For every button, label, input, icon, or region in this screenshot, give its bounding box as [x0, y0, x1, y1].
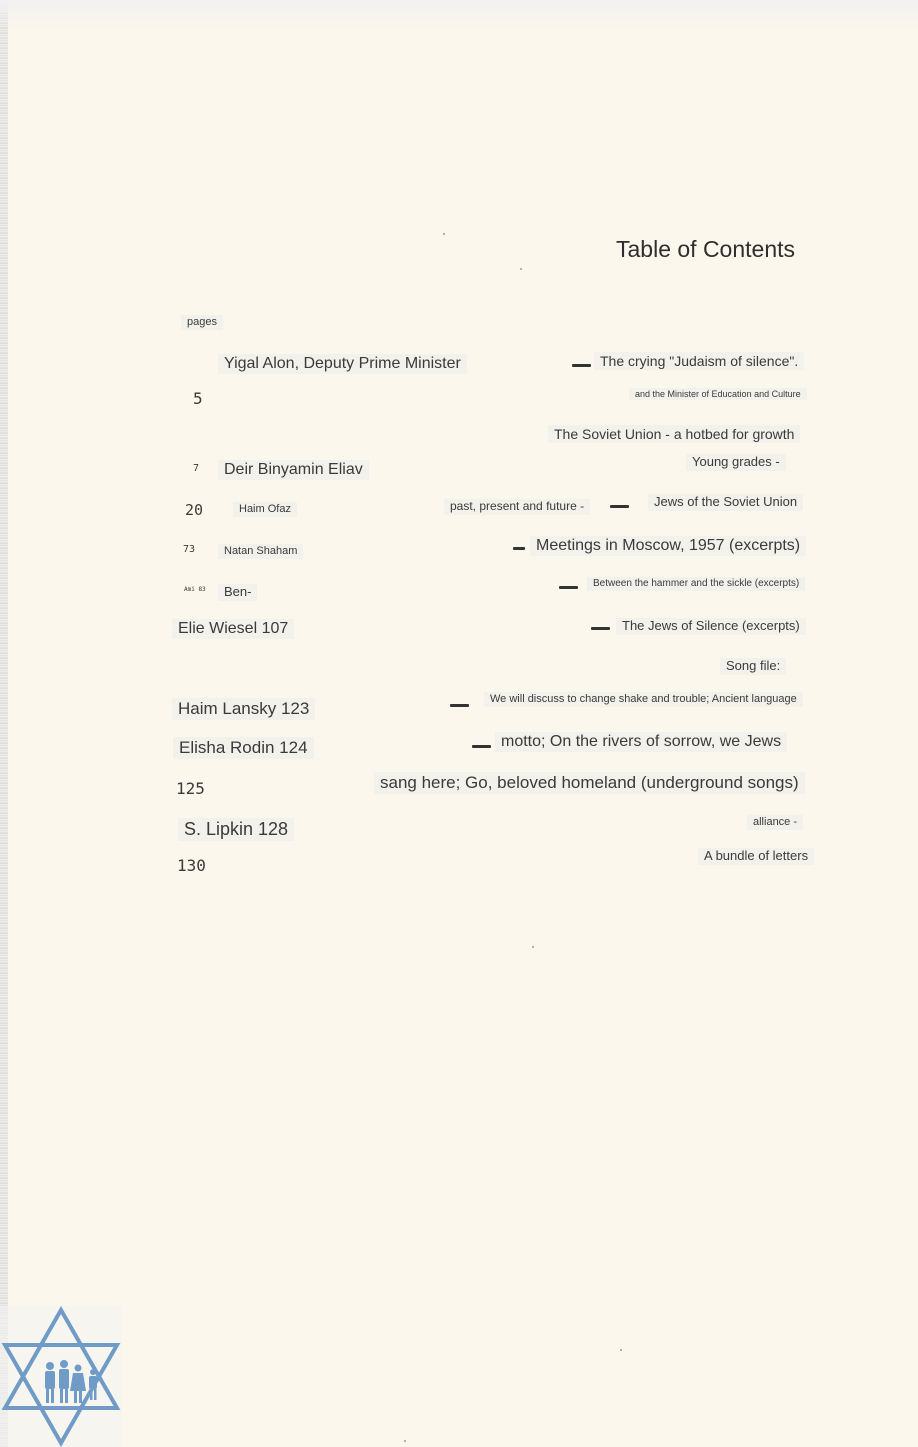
- page-edge: [0, 0, 8, 1447]
- entry-page: 20: [185, 501, 204, 519]
- entry-dash: [591, 627, 610, 630]
- entry-author: S. Lipkin 128: [178, 818, 294, 841]
- scan-speck: [404, 1440, 406, 1442]
- entry-author: Elie Wiesel 107: [172, 619, 294, 639]
- entry-author: Ben-: [218, 584, 257, 601]
- entry-title: motto; On the rivers of sorrow, we Jews: [495, 732, 787, 752]
- star-of-david-family-icon: [0, 1306, 122, 1447]
- entry-title: Meetings in Moscow, 1957 (excerpts): [530, 536, 806, 556]
- entry-author: Deir Binyamin Eliav: [218, 460, 369, 480]
- entry-author: Natan Shaham: [218, 544, 303, 559]
- scan-speck: [520, 268, 522, 270]
- entry-dash: [450, 704, 469, 707]
- page-title: Table of Contents: [616, 236, 796, 262]
- entry-title: Between the hammer and the sickle (excerpts): [587, 577, 805, 591]
- entry-extra: Young grades -: [686, 454, 786, 471]
- scan-speck: [620, 1349, 622, 1351]
- entry-title: sang here; Go, beloved homeland (underground songs): [374, 772, 805, 794]
- entry-author: Haim Lansky 123: [172, 698, 315, 720]
- entry-page: 7: [193, 463, 200, 474]
- entry-title: We will discuss to change shake and trouble; Ancient language: [484, 692, 803, 707]
- entry-page: 125: [176, 779, 205, 798]
- entry-title: Jews of the Soviet Union: [648, 494, 803, 511]
- entry-title: The crying "Judaism of silence".: [594, 352, 804, 370]
- entry-page: 5: [193, 389, 203, 408]
- scan-speck: [532, 946, 534, 948]
- entry-title: The Soviet Union - a hotbed for growth: [548, 425, 800, 443]
- entry-title: A bundle of letters: [698, 848, 814, 865]
- entry-extra: past, present and future -: [444, 499, 590, 515]
- entry-page: Ami 83: [184, 586, 206, 593]
- entry-page: 130: [177, 856, 206, 875]
- entry-author: Haim Ofaz: [233, 502, 297, 517]
- entry-dash: [559, 586, 578, 589]
- entry-title: The Jews of Silence (excerpts): [616, 618, 806, 635]
- scan-speck: [443, 233, 445, 235]
- entry-dash: [513, 547, 525, 550]
- entry-title: alliance -: [747, 815, 803, 830]
- entry-author: Yigal Alon, Deputy Prime Minister: [218, 354, 467, 374]
- entry-dash: [572, 364, 591, 367]
- section-heading: Song file:: [720, 658, 786, 675]
- entry-dash: [610, 505, 629, 508]
- entry-author: Elisha Rodin 124: [173, 737, 314, 759]
- pages-label: pages: [181, 315, 223, 330]
- entry-page: 73: [183, 544, 196, 555]
- entry-extra: and the Minister of Education and Culture: [629, 388, 807, 400]
- entry-dash: [472, 745, 491, 748]
- scan-shadow: [0, 0, 918, 30]
